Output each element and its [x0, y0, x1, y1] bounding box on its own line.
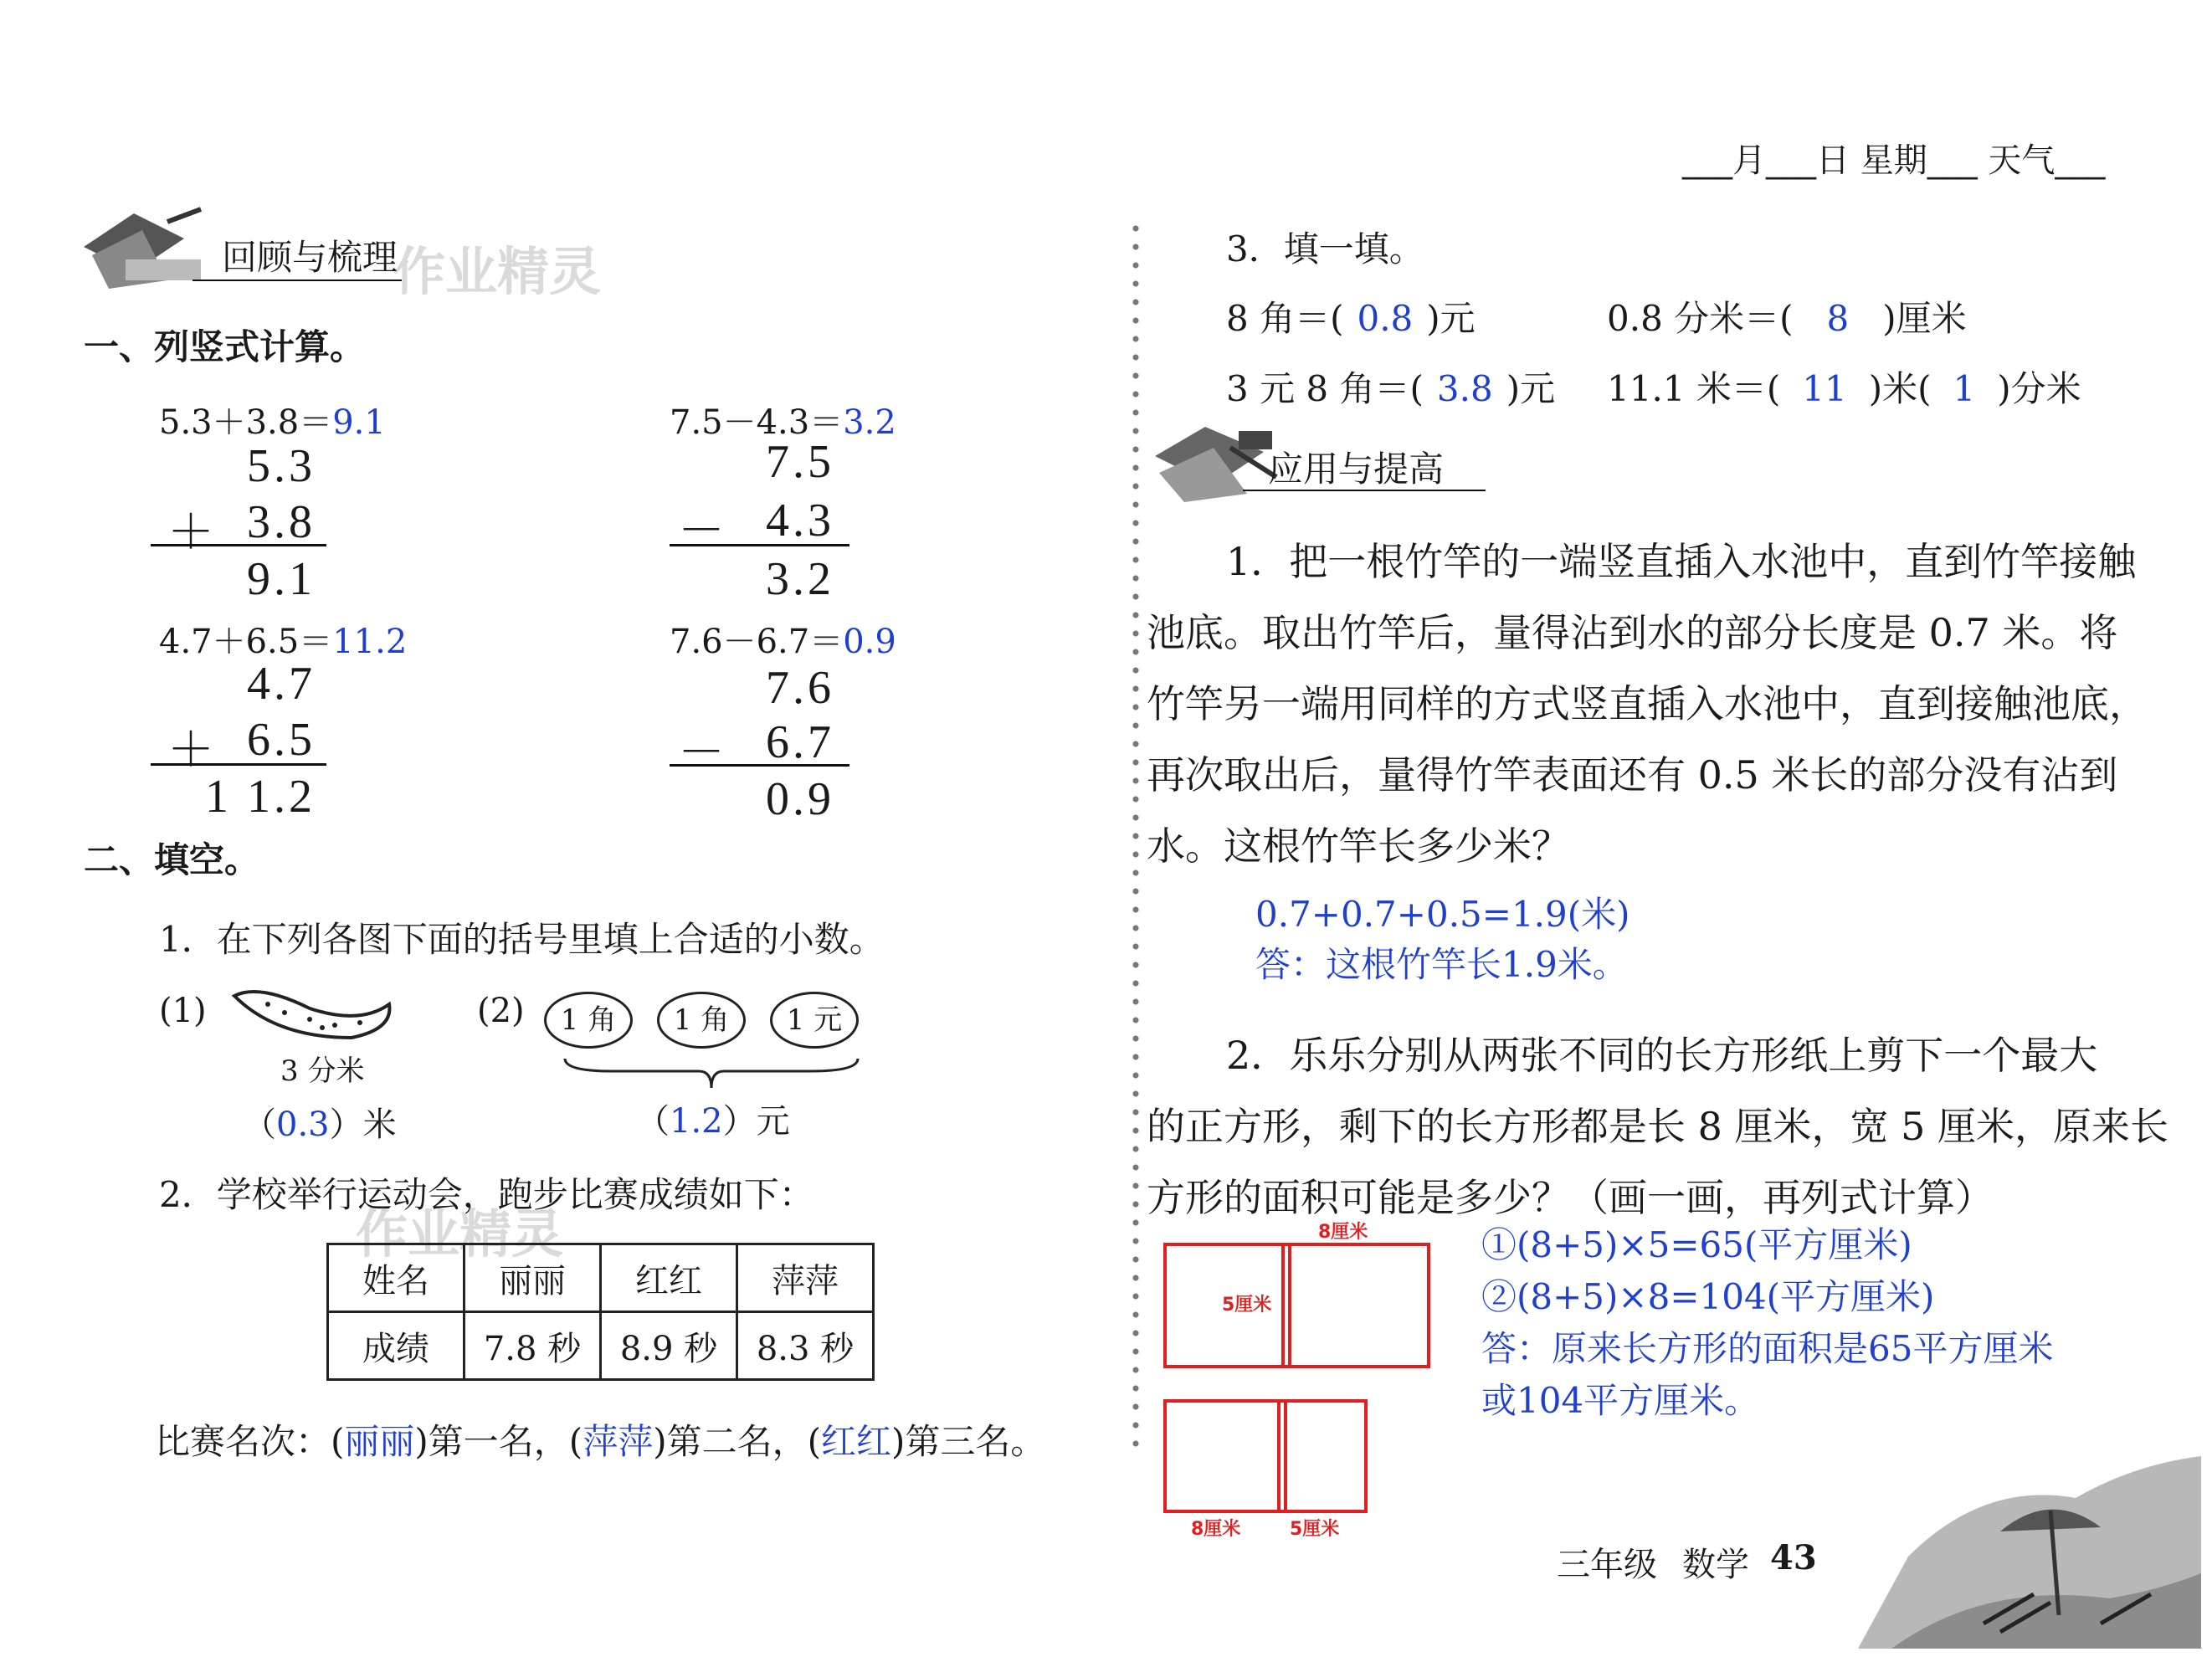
apply-p1-answer-calc: 0.7+0.7+0.5=1.9(米): [1255, 894, 1630, 935]
coins-brace: [561, 1054, 862, 1096]
apply-p2-line: 方形的面积可能是多少？（画一画，再列式计算）: [1147, 1175, 1994, 1220]
calc1-rule: [151, 544, 326, 546]
q3-answer-1: 0.8: [1357, 298, 1414, 339]
calc3-bottom: 6.5: [247, 714, 316, 766]
apply-p1-line: 1．把一根竹竿的一端竖直插入水池中，直到竹竿接触: [1226, 539, 2137, 584]
q3-heading: 3．填一填。: [1226, 228, 1424, 269]
race-results-table: [326, 1243, 875, 1381]
apply-p1-answer-text: 答：这根竹竿长1.9米。: [1255, 944, 1628, 985]
date-weather-line: ___月___日 星期___ 天气___: [1682, 141, 2106, 180]
footer-subject: 数学: [1682, 1546, 1749, 1584]
calc3-top: 4.7: [247, 658, 316, 710]
q3-answer-4: 11: [1802, 368, 1847, 409]
watermark-middle: 作业精灵: [356, 1203, 564, 1264]
table-cell: 成绩: [328, 1312, 464, 1380]
table-row: [328, 1244, 874, 1312]
fill-p1-prompt: 1．在下列各图下面的括号里填上合适的小数。: [159, 919, 885, 960]
calc4-bottom: 6.7: [766, 716, 834, 768]
calc4-result: 0.9: [766, 773, 834, 825]
calc3-rule: [151, 763, 326, 766]
apply-title-underline: [1243, 490, 1486, 491]
figure2-remainder: [1277, 1399, 1368, 1513]
fill-p1b-label: (2): [477, 992, 525, 1030]
apply-p2-answer-2: ②(8+5)×8=104(平方厘米): [1481, 1276, 1935, 1317]
calc2-result: 3.2: [766, 553, 834, 605]
beach-decoration-illustration: [1858, 1431, 2201, 1649]
figure2-square: [1163, 1399, 1287, 1513]
calc1-top: 5.3: [247, 440, 316, 492]
calc3-answer: 11.2: [332, 623, 408, 661]
q3-answer-5: 1: [1953, 368, 1976, 409]
figure1-side-label: 5厘米: [1222, 1295, 1272, 1316]
calc2-expression: 7.5－4.3＝3.2: [670, 403, 896, 442]
table-header-cell: 丽丽: [464, 1244, 601, 1312]
table-header-cell: 萍萍: [737, 1244, 874, 1312]
calc2-answer: 3.2: [843, 403, 896, 442]
q3-line2-left: 3 元 8 角＝( 3.8 )元: [1226, 368, 1556, 409]
calc1-expression: 5.3＋3.8＝9.1: [159, 403, 386, 442]
fill-p1a-answer-line: （0.3）米: [243, 1105, 397, 1144]
apply-p1-line: 池底。取出竹竿后，量得沾到水的部分长度是 0.7 米。将: [1147, 610, 2118, 655]
coin-3: 1 元: [770, 992, 859, 1049]
review-section-icon: [75, 205, 222, 297]
calc3-op: ＋: [167, 725, 218, 777]
review-title-underline: [192, 280, 402, 281]
apply-p1-line: 水。这根竹竿长多少米？: [1147, 823, 1570, 869]
table-cell: 8.3 秒: [737, 1312, 874, 1380]
calc1-answer: 9.1: [332, 403, 386, 442]
page-number: 43: [1770, 1538, 1817, 1577]
calc4-expression: 7.6－6.7＝0.9: [670, 623, 896, 661]
calc3-expression: 4.7＋6.5＝11.2: [159, 623, 408, 661]
calc4-top: 7.6: [766, 662, 834, 714]
q1-heading: 一、列竖式计算。: [84, 326, 366, 367]
calc4-op: －: [678, 727, 728, 779]
footer-grade: 三年级: [1557, 1546, 1657, 1584]
table-row: [328, 1312, 874, 1380]
fill-p1a-answer: 0.3: [276, 1105, 330, 1144]
apply-p1-line: 再次取出后，量得竹竿表面还有 0.5 米长的部分没有沾到: [1147, 752, 2118, 798]
fill-p1b-answer-line: （1.2）元: [636, 1102, 790, 1141]
fill-p1b-answer: 1.2: [670, 1102, 723, 1141]
q3-line2-right: 11.1 米＝( 11 )米( 1 )分米: [1607, 368, 2081, 409]
calc2-top: 7.5: [766, 436, 834, 488]
apply-p2-line: 的正方形，剩下的长方形都是长 8 厘米，宽 5 厘米，原来长: [1147, 1104, 2169, 1149]
calc2-op: －: [678, 505, 728, 557]
apply-p2-answer-1: ①(8+5)×5=65(平方厘米): [1481, 1224, 1912, 1265]
table-header-cell: 姓名: [328, 1244, 464, 1312]
q2-heading: 二、填空。: [84, 839, 260, 880]
fill-p1a-label: (1): [159, 992, 207, 1030]
apply-p2-answer-4: 或104平方厘米。: [1481, 1380, 1760, 1421]
ranking-line: 比赛名次：(丽丽)第一名，(萍萍)第二名，(红红)第三名。: [155, 1421, 1046, 1462]
figure1-remainder: [1281, 1243, 1430, 1368]
calc4-rule: [670, 764, 849, 767]
apply-p2-line: 2．乐乐分别从两张不同的长方形纸上剪下一个最大: [1226, 1033, 2098, 1078]
calc3-result: 1 1.2: [205, 771, 316, 823]
apply-p1-line: 竹竿另一端用同样的方式竖直插入水池中，直到接触池底，: [1147, 681, 2148, 726]
watermark-top: 作业精灵: [393, 241, 602, 302]
figure1-top-label: 8厘米: [1318, 1222, 1368, 1243]
workbook-page: [25, 17, 2201, 1649]
table-cell: 8.9 秒: [601, 1312, 737, 1380]
apply-title: 应用与提高: [1268, 449, 1445, 490]
calc4-answer: 0.9: [843, 623, 896, 661]
q3-answer-2: 8: [1826, 298, 1850, 339]
calc1-result: 9.1: [247, 553, 316, 605]
review-title: 回顾与梳理: [222, 237, 398, 278]
calc2-bottom: 4.3: [766, 495, 834, 546]
table-cell: 7.8 秒: [464, 1312, 601, 1380]
q3-line1-left: 8 角＝( 0.8 )元: [1226, 298, 1476, 339]
apply-p2-answer-3: 答：原来长方形的面积是65平方厘米: [1481, 1328, 2054, 1369]
coin-2: 1 角: [657, 992, 746, 1049]
calc1-bottom: 3.8: [247, 496, 316, 548]
q3-line1-right: 0.8 分米＝( 8 )厘米: [1607, 298, 1967, 339]
cucumber-icon: [226, 979, 402, 1046]
calc1-op: ＋: [167, 507, 218, 559]
rank-third: 红红: [820, 1421, 891, 1462]
calc2-rule: [670, 544, 849, 546]
figure2-bottom-right-label: 5厘米: [1290, 1519, 1340, 1540]
rank-second: 萍萍: [583, 1421, 654, 1462]
table-header-cell: 红红: [601, 1244, 737, 1312]
figure2-bottom-left-label: 8厘米: [1191, 1519, 1241, 1540]
cucumber-caption: 3 分米: [280, 1054, 365, 1088]
page-divider: [1130, 222, 1142, 1452]
q3-answer-3: 3.8: [1436, 368, 1493, 409]
rank-first: 丽丽: [344, 1421, 415, 1462]
fill-p2-prompt: 2．学校举行运动会，跑步比赛成绩如下：: [159, 1174, 814, 1215]
coin-1: 1 角: [544, 992, 633, 1049]
